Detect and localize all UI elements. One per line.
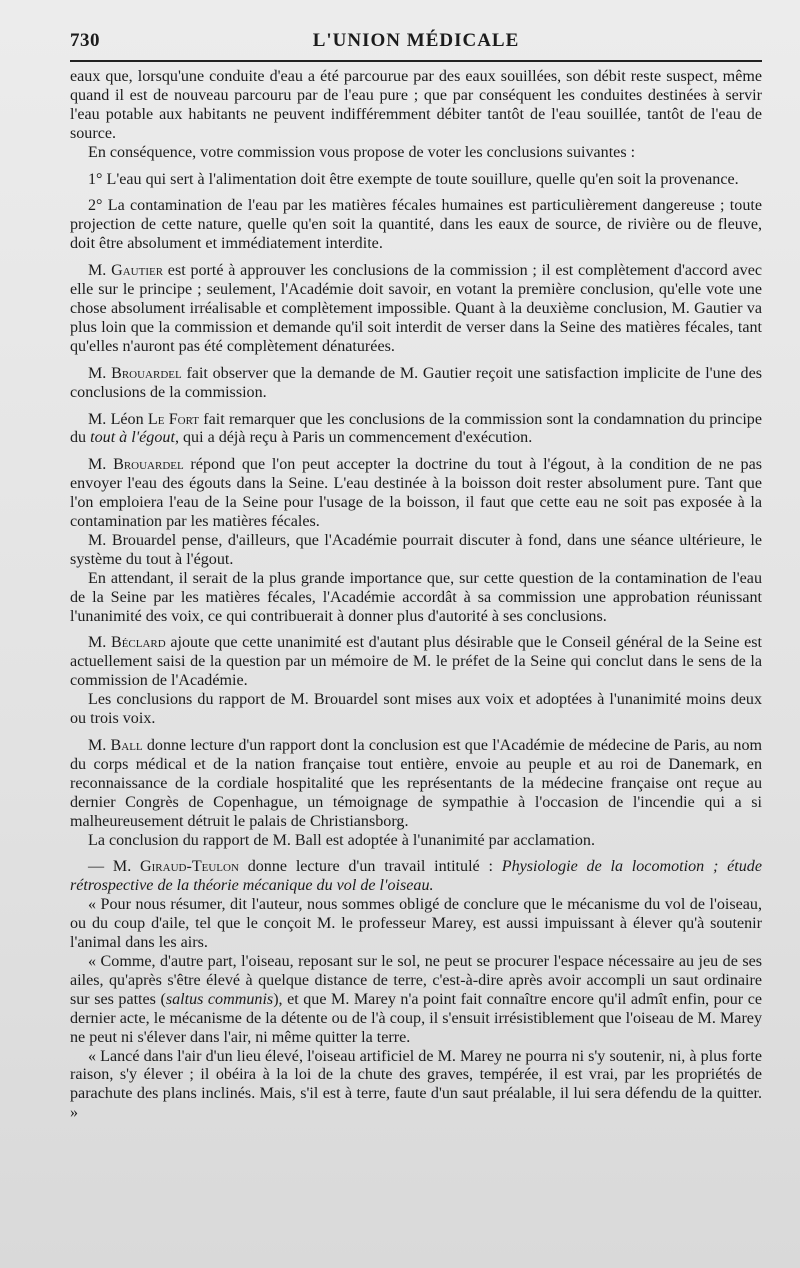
speaker-prefix: M. bbox=[88, 634, 111, 652]
speaker-name: Giraud-Teulon bbox=[140, 858, 239, 876]
italic-phrase: tout à l'égout bbox=[90, 429, 175, 447]
paragraph-text: ), et que M. Marey n'a point fait connaître encore qu'il admît enfin, pour ce dernier acte, le mécanisme de la détente ou de l'à coup, il s'ensuit irrésistiblement que l'oiseau de M. Marey ne peut ni s'élever dans l'air, ni même quitter la terre. bbox=[70, 990, 762, 1046]
speaker-name: Béclard bbox=[110, 634, 166, 652]
paragraph: En conséquence, votre commission vous propose de voter les conclusions suivantes : bbox=[88, 143, 636, 161]
speaker-name: Gautier bbox=[111, 262, 164, 280]
paragraph: En attendant, il serait de la plus grande importance que, sur cette question de la contamination de l'eau de la Seine par les matières fécales, l'Académie accordât à sa commission une approbation réunissant l'unanimité des voix, ce qui contribuerait à donner plus d'autorité à ses conclusions. bbox=[70, 569, 762, 625]
work-title: Physiologie de la locomotion ; étude rétrospective de la théorie mécanique du vol de l'oiseau. bbox=[70, 858, 762, 895]
paragraph-giraud-teulon bbox=[70, 858, 762, 896]
quoted-paragraph: « Lancé dans l'air d'un lieu élevé, l'oiseau artificiel de M. Marey ne pourra ni s'y soutenir, ni, à plus forte raison, s'y élever ; il obéira à la loi de la chute des graves, tempérée, il est vrai, par les propriétés de parachute des plans inclinés. Mais, s'il est à terre, faute d'un saut préalable, il lui sera défendu de la quitter. » bbox=[70, 1047, 762, 1122]
paragraph-brouardel-reply bbox=[70, 456, 762, 532]
conclusion-2: 2° La contamination de l'eau par les matières fécales humaines est particulièrement dangereuse ; toute projection de cette nature, quelle qu'en soit la quantité, dans les eaux de source, de rivière ou de fleuve, doit être absolument et immédiatement interdite. bbox=[70, 197, 762, 253]
paragraph-text: « Comme, d'autre part, l'oiseau, reposant sur le sol, ne peut se procurer l'espace nécessaire au jeu de ses ailes, qu'après s'être élevé à quelque distance de terre, c'est-à-dire après avoir accompli un saut ordinaire sur ses pattes ( bbox=[70, 952, 762, 1008]
paragraph: M. Brouardel pense, d'ailleurs, que l'Académie pourrait discuter à fond, dans une séance ultérieure, le système du tout à l'égout. bbox=[70, 531, 762, 568]
paragraph-text: fait remarquer que les conclusions de la commission sont la condamnation du principe du bbox=[70, 410, 762, 447]
paragraph-text: donne lecture d'un travail intitulé : bbox=[238, 858, 502, 876]
page-number: 730 bbox=[70, 30, 100, 51]
speaker-prefix: M. bbox=[88, 737, 111, 754]
speaker-prefix: — M. bbox=[88, 858, 140, 876]
speaker-name: Ball bbox=[110, 737, 143, 754]
quoted-paragraph bbox=[70, 953, 762, 1048]
page-header bbox=[70, 28, 762, 60]
italic-phrase: saltus communis bbox=[165, 990, 274, 1008]
paragraph: La conclusion du rapport de M. Ball est adoptée à l'unanimité par acclamation. bbox=[88, 831, 596, 849]
conclusion-1: 1° L'eau qui sert à l'alimentation doit être exempte de toute souillure, quelle qu'en soit la provenance. bbox=[88, 170, 739, 188]
paragraph-text: ajoute que cette unanimité est d'autant plus désirable que le Conseil général de la Seine est actuellement saisi de la question par un mémoire de M. le préfet de la Seine qui conclut dans le sens de la commission de l'Académie. bbox=[70, 634, 762, 690]
paragraph-text: fait observer que la demande de M. Gautier reçoit une satisfaction implicite de l'une des conclusions de la commission. bbox=[70, 364, 762, 401]
paragraph-brouardel bbox=[70, 365, 762, 403]
speaker-prefix: M. bbox=[88, 262, 112, 280]
speaker-prefix: M. bbox=[88, 456, 114, 474]
header-rule bbox=[70, 60, 762, 62]
speaker-prefix: M. Léon bbox=[88, 410, 148, 428]
article-body bbox=[70, 68, 762, 1123]
paragraph-gautier bbox=[70, 262, 762, 357]
paragraph-text: , qui a déjà reçu à Paris un commencement d'exécution. bbox=[174, 429, 533, 447]
speaker-name: Brouardel bbox=[113, 456, 184, 474]
paragraph: Les conclusions du rapport de M. Brouardel sont mises aux voix et adoptées à l'unanimité moins deux ou trois voix. bbox=[70, 691, 762, 728]
paragraph-text: donne lecture d'un rapport dont la conclusion est que l'Académie de médecine de Paris, au nom du corps médical et de la nation française tout entière, envoie au peuple et au roi de Danemark, en reconnaissance de la cordiale hospitalité que les représentants de la médecine française ont reçue au dernier Congrès de Copenhague, un témoignage de sympathie à l'occasion de l'incendie qui a si malheureusement détruit le palais de Christiansborg. bbox=[70, 737, 763, 830]
speaker-name: Brouardel bbox=[111, 364, 182, 382]
paragraph-le-fort bbox=[70, 411, 762, 449]
paragraph-beclard bbox=[70, 634, 762, 691]
paragraph: eaux que, lorsqu'une conduite d'eau a été parcourue par des eaux souillées, son débit reste suspect, même quand il est de nouveau parcouru par de l'eau pure ; que par conséquent les conduites destinées à servir l'eau potable aux habitants ne peuvent indifféremment débiter tantôt de l'eau souillée, tantôt de l'eau de source. bbox=[70, 68, 762, 142]
speaker-prefix: M. bbox=[88, 364, 112, 382]
speaker-name: Le Fort bbox=[147, 410, 199, 428]
paragraph-text: est porté à approuver les conclusions de la commission ; il est complètement d'accord avec elle sur le principe ; seulement, l'Académie doit savoir, en votant la première conclusion, qu'elle vote une chose absolument irréalisable et complètement impossible. Quant à la deuxième conclusion, M. Gautier va plus loin que la commission et demande qu'il soit interdit de verser dans la Seine des matières fécales, tant qu'elles n'auront pas été complètement dénaturées. bbox=[70, 262, 762, 355]
paragraph-text: répond que l'on peut accepter la doctrine du tout à l'égout, à la condition de ne pas envoyer l'eau des égouts dans la Seine. L'eau destinée à la boisson doit rester absolument pure. Tant que l'on emploiera l'eau de la Seine pour l'usage de la boisson, il faut que cette eau ne soit pas exposée à la contamination par les matières fécales. bbox=[70, 456, 763, 531]
paragraph-ball bbox=[70, 737, 762, 832]
quoted-paragraph: « Pour nous résumer, dit l'auteur, nous sommes obligé de conclure que le mécanisme du vol de l'oiseau, ou du coup d'aile, tel que le conçoit M. le professeur Marey, est aussi impuissant à élever qu'à soutenir l'animal dans les airs. bbox=[70, 896, 762, 952]
running-title: L'UNION MÉDICALE bbox=[312, 30, 520, 51]
